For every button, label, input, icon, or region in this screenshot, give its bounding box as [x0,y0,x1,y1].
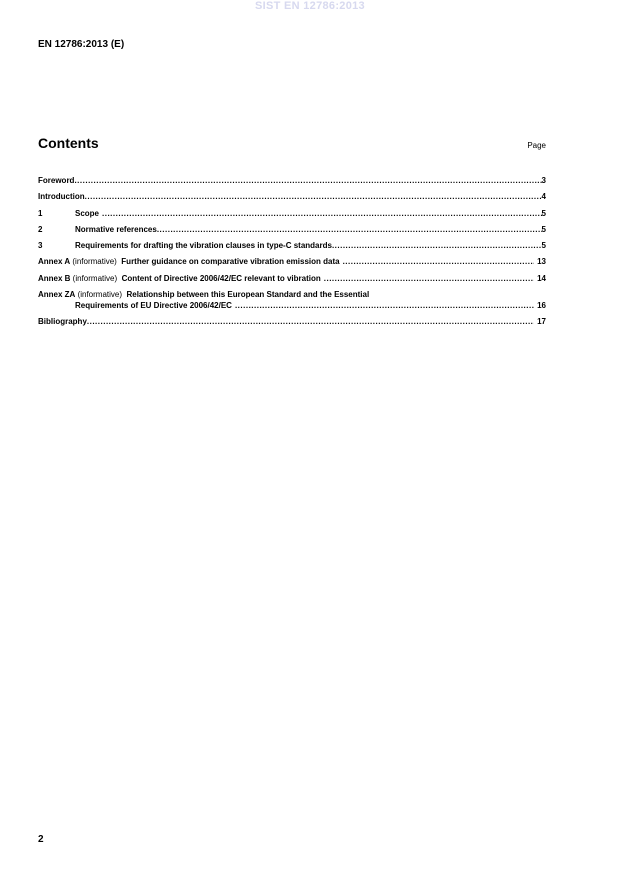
toc-entry-text [38,224,157,235]
leader-dots [87,316,534,327]
toc-entry-number: 3 [38,241,43,251]
toc-entry-page: 17 [537,317,546,327]
toc-entry-title-continued: Requirements of EU Directive 2006/42/EC [75,301,232,311]
document-identifier: EN 12786:2013 (E) [38,39,125,50]
toc-entry-title: Introduction [38,192,85,202]
page-number: 2 [38,834,44,845]
leader-dots [99,208,542,219]
watermark: SIST EN 12786:2013 [255,0,365,12]
toc-entry-normative-references[interactable] [38,224,546,235]
toc-entry-page: 13 [537,257,546,267]
toc-entry-number: 1 [38,208,43,218]
toc-entry-page: 5 [541,224,546,234]
toc-entry-bibliography[interactable] [38,316,546,327]
toc-entry-annex-a[interactable] [38,256,546,267]
toc-entry-text [38,208,99,219]
leader-dots [232,300,534,311]
toc-entry-text [38,289,369,300]
annex-label: Annex A [38,257,71,267]
toc-entry-page: 4 [541,192,546,202]
leader-dots [157,224,542,235]
toc-entry-requirements[interactable] [38,240,546,251]
toc-entry-introduction[interactable] [38,191,546,202]
leader-dots [332,240,542,251]
annex-informative-label: (informative) [70,257,117,267]
leader-dots [321,273,534,284]
toc-entry-number: 2 [38,224,43,234]
toc-entry-annex-b[interactable] [38,273,546,284]
toc-entry-page: 3 [541,176,546,185]
table-of-contents [38,175,546,333]
toc-entry-text [38,256,340,267]
annex-label: Annex B [38,273,71,283]
leader-dots [74,175,541,186]
toc-entry-page: 14 [537,273,546,283]
annex-informative-label: (informative) [75,290,123,300]
page-column-label: Page [527,141,546,150]
annex-informative-label: (informative) [70,273,118,283]
toc-entry-page: 16 [537,301,546,311]
contents-heading: Contents [38,135,99,151]
leader-dots [85,191,542,202]
toc-entry-title: Foreword [38,176,75,185]
toc-entry-title: Further guidance on comparative vibration emission data [121,257,340,267]
toc-entry-text [38,273,321,284]
toc-entry-page: 5 [541,208,546,218]
toc-entry-title: Scope [75,208,100,218]
toc-entry-title: Normative references [75,224,157,234]
toc-entry-text [38,240,332,251]
toc-entry-title: Requirements for drafting the vibration clauses in type-C standards [75,241,332,251]
toc-entry-scope[interactable] [38,208,546,219]
toc-entry-title: Relationship between this European Standard and the Essential [126,290,370,300]
toc-entry-title: Content of Directive 2006/42/EC relevant to vibration [121,273,321,283]
toc-entry-foreword[interactable] [38,175,546,186]
leader-dots [340,256,535,267]
toc-entry-page: 5 [541,241,546,251]
toc-entry-title: Bibliography [38,317,87,327]
annex-label: Annex ZA [38,290,76,300]
toc-entry-annex-za[interactable] [38,289,546,311]
